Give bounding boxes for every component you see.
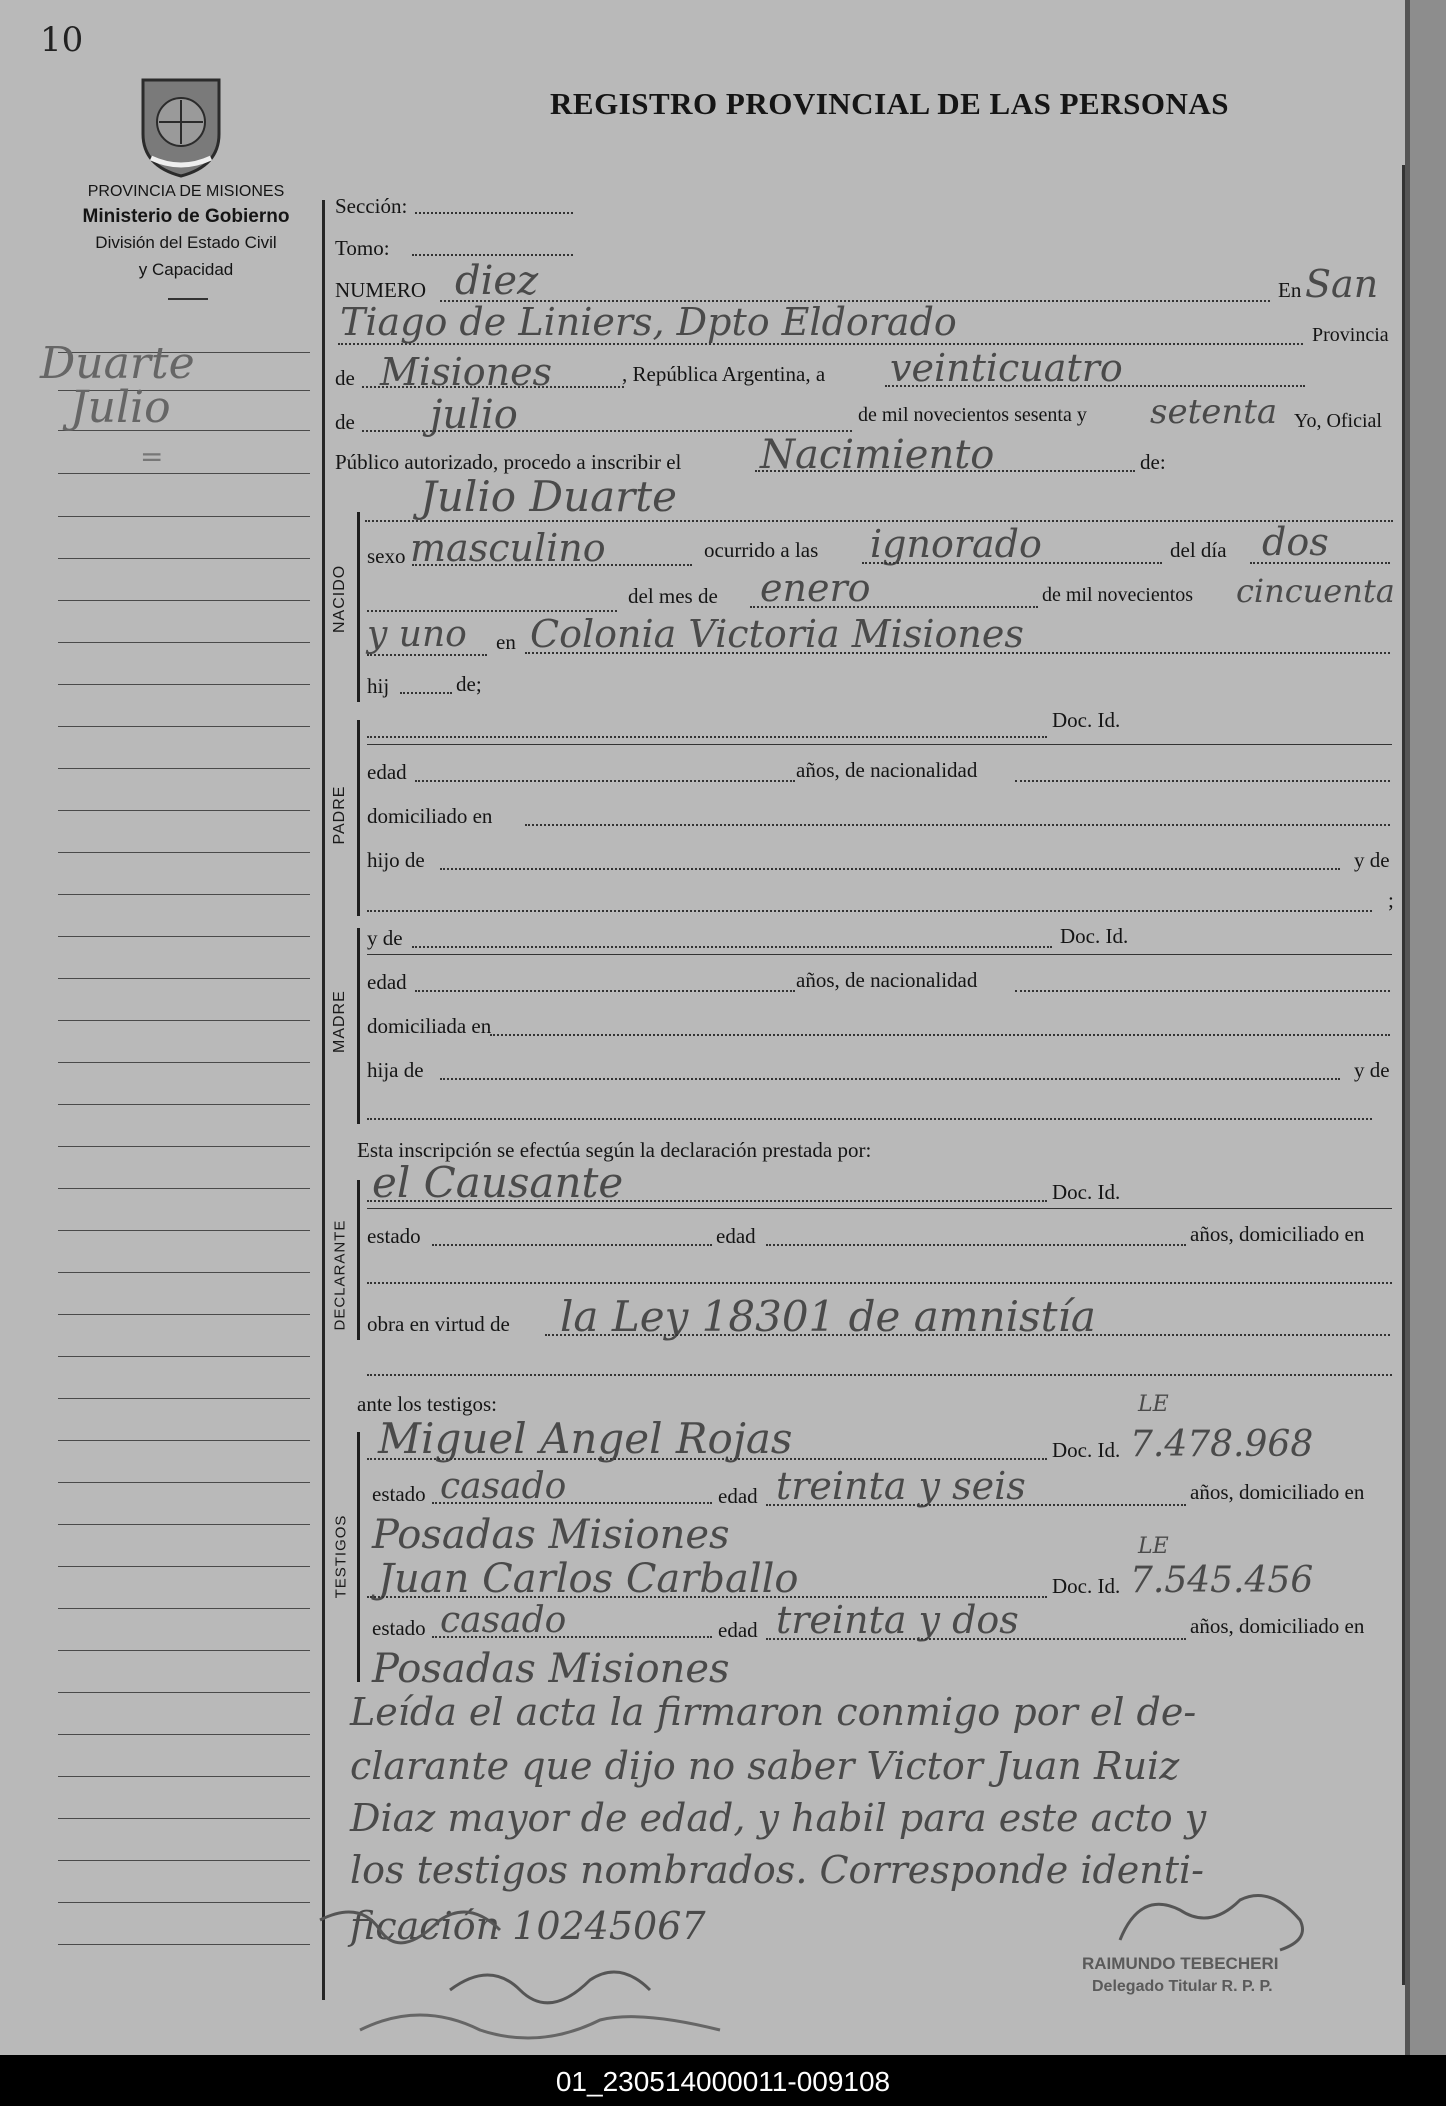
declarante-edad-field [766,1244,1186,1246]
madre-dom-field [490,1034,1390,1036]
anio-nac-2-field [367,654,487,656]
note-line-3: Diaz mayor de edad, y habil para este acto y [350,1796,1207,1840]
hij-field [400,692,452,694]
mes-nac-field [750,606,1038,608]
tomo-field [412,254,573,256]
testigo-1-estado-value: casado [440,1466,567,1507]
provincial-seal-icon [133,74,229,178]
mes-value: julio [430,392,518,438]
testigo-1-edad-label: edad [718,1484,758,1508]
sexo-label: sexo [367,544,406,568]
declarante-edad-label: edad [716,1224,756,1248]
provincia-field [362,386,624,388]
provincia-label: Provincia [1312,324,1389,346]
nacido-label: NACIDO [331,564,348,633]
org-line-3: División del Estado Civil [95,233,277,252]
stamp-name: RAIMUNDO TEBECHERI [1082,1954,1279,1973]
de-label: de [335,366,355,390]
de-label-2: de [335,410,355,434]
testigo-2-value: Juan Carlos Carballo [378,1556,799,1602]
lugar-field [525,652,1390,654]
testigo-1-field [367,1458,1047,1460]
en-label-2: en [496,630,516,654]
testigo-2-doc-value: 7.545.456 [1130,1560,1314,1601]
madre-edad-label: edad [367,970,407,994]
seccion-field [415,212,573,214]
madre-doc-label: Doc. Id. [1060,924,1129,948]
obra-value: la Ley 18301 de amnistía [560,1292,1096,1341]
footer-id: 01_230514000011-009108 [555,2066,891,2097]
testigo-2-estado-value: casado [440,1600,567,1641]
testigo-2-estado-label: estado [372,1616,426,1640]
padre-name-rule [367,744,1392,745]
madre-nac-field [1015,990,1390,992]
declarante-name-rule [367,1208,1392,1209]
declarante-estado-label: estado [367,1224,421,1248]
testigo-1-value: Miguel Angel Rojas [378,1414,793,1463]
testigo-1-anos-label: años, domiciliado en [1190,1480,1365,1504]
madre-hija-field [440,1078,1340,1080]
ocurrido-label: ocurrido a las [704,538,819,562]
dia-nac-field [1250,562,1390,564]
declarante-section-rule [357,1180,360,1340]
page-title: REGISTRO PROVINCIAL DE LAS PERSONAS [550,86,1229,121]
padre-edad-field [415,780,795,782]
madre-label: MADRE [331,990,348,1053]
dia-value: veinticuatro [890,346,1123,390]
testigo-2-anos-label: años, domiciliado en [1190,1614,1365,1638]
padre-anos-label: años, de nacionalidad [796,758,978,782]
footer-bar [0,2055,1446,2106]
margin-surname: Duarte [40,338,195,389]
padre-section-rule [357,720,360,916]
anio-value: setenta [1150,392,1278,432]
madre-yde-label: y de [367,926,403,950]
padre-edad-label: edad [367,760,407,784]
hora-value: ignorado [870,522,1042,566]
madre-name-field [412,946,1052,948]
padre-semicolon: ; [1388,888,1394,912]
padre-nac-field [1015,780,1390,782]
obra-field [545,1334,1390,1336]
padre-hijo-label: hijo de [367,848,425,872]
page-edge [1405,0,1446,2055]
declarante-anos-label: años, domiciliado en [1190,1222,1365,1246]
ante-testigos-label: ante los testigos: [357,1392,497,1416]
madre-dom-label: domiciliada en [367,1014,492,1038]
numero-label: NUMERO [335,278,427,302]
madre-name-rule [367,954,1392,955]
testigo-2-edad-value: treinta y dos [776,1598,1019,1642]
hij-label: hij [367,674,390,698]
declarante-value: el Causante [372,1158,624,1207]
seccion-label: Sección: [335,194,408,218]
testigos-label: TESTIGOS [332,1514,350,1599]
padre-name-field [367,736,1047,738]
numero-value: diez [455,258,539,304]
anio-nac-1-value: cincuenta [1236,572,1395,610]
publico-label: Público autorizado, procedo a inscribir el [335,450,682,474]
republica-label: , República Argentina, a [622,362,826,386]
margin-given-name: Julio [70,382,171,433]
padre-yde-field [367,910,1372,912]
madre-yde2-field [367,1118,1372,1120]
dia-nac-value: dos [1262,520,1329,564]
testigos-section-rule [357,1432,360,1682]
madre-edad-field [415,990,795,992]
page-number: 10 [40,20,84,60]
declarante-label: DECLARANTE [331,1219,349,1331]
org-line-2: Ministerio de Gobierno [82,206,290,227]
padre-label: PADRE [331,785,348,845]
margin-mark: = [140,440,164,473]
testigo-2-estado-field [432,1636,712,1638]
de-colon-label: de: [1140,450,1166,474]
inscripcion-label: Esta inscripción se efectúa según la declaración prestada por: [357,1138,872,1162]
de-mil-label: de mil novecientos sesenta y [858,404,1087,426]
nombre-value: Julio Duarte [420,472,677,521]
de-mil-2-label: de mil novecientos [1042,584,1194,606]
testigo-1-edad-value: treinta y seis [776,1464,1026,1508]
declarante-doc-label: Doc. Id. [1052,1180,1121,1204]
testigo-2-edad-field [766,1638,1186,1640]
provincia-value: Misiones [380,350,553,394]
org-line-1: PROVINCIA DE MISIONES [87,183,285,200]
margin-column-rule [322,200,325,2000]
padre-dom-label: domiciliado en [367,804,493,828]
de-semi-label: de; [456,672,482,696]
madre-yde2-label: y de [1354,1058,1390,1082]
city-line-field [338,343,1303,345]
padre-hijo-field [440,868,1340,870]
divider [168,298,208,300]
right-column-rule [1402,165,1405,1985]
testigo-2-doc-label: Doc. Id. [1052,1574,1121,1598]
obra-label: obra en virtud de [367,1312,510,1336]
obra-field-2 [367,1374,1392,1376]
del-dia-label: del día [1170,538,1227,562]
testigo-1-dom-value: Posadas Misiones [372,1512,730,1558]
madre-anos-label: años, de nacionalidad [796,968,978,992]
yo-oficial-label: Yo, Oficial [1294,410,1382,432]
city-line-value: Tiago de Liniers, Dpto Eldorado [340,300,957,344]
en-city-value: San [1305,262,1379,306]
acto-field [755,470,1135,472]
testigo-1-doc-label: Doc. Id. [1052,1438,1121,1462]
acto-value: Nacimiento [760,432,995,478]
testigo-1-estado-field [432,1502,712,1504]
anio-nac-2-value: y uno [367,614,467,655]
mes-nac-value: enero [760,566,871,610]
hora-field [862,562,1162,564]
declarante-dom-field [367,1282,1392,1284]
note-line-1: Leída el acta la firmaron conmigo por el de- [350,1690,1197,1734]
testigo-1-doc-value: 7.478.968 [1130,1424,1314,1465]
note-line-5: ficación 10245067 [350,1904,706,1948]
nacido-section-rule [357,512,360,702]
lugar-value: Colonia Victoria Misiones [530,612,1024,656]
padre-dom-field [525,824,1390,826]
testigo-2-doc-prefix: LE [1138,1534,1169,1559]
testigo-1-estado-label: estado [372,1482,426,1506]
testigo-1-doc-prefix: LE [1138,1392,1169,1417]
stamp-title: Delegado Titular R. P. P. [1092,1978,1273,1995]
note-line-2: clarante que dijo no saber Victor Juan Ruiz [350,1744,1180,1788]
testigo-2-dom-value: Posadas Misiones [372,1646,730,1692]
dia-field [885,385,1305,387]
sexo-field [412,564,692,566]
del-mes-label: del mes de [628,584,718,608]
org-line-4: y Capacidad [138,260,234,279]
padre-yde-label: y de [1354,848,1390,872]
madre-hija-label: hija de [367,1058,424,1082]
declarante-estado-field [432,1244,712,1246]
madre-section-rule [357,928,360,1124]
testigo-1-edad-field [766,1504,1186,1506]
testigo-2-edad-label: edad [718,1618,758,1642]
declarante-name-field [367,1200,1047,1202]
padre-doc-label: Doc. Id. [1052,708,1121,732]
tomo-label: Tomo: [335,236,390,260]
en-label: En [1278,278,1302,302]
note-line-4: los testigos nombrados. Corresponde identi- [350,1848,1205,1892]
sexo-value: masculino [410,526,606,570]
